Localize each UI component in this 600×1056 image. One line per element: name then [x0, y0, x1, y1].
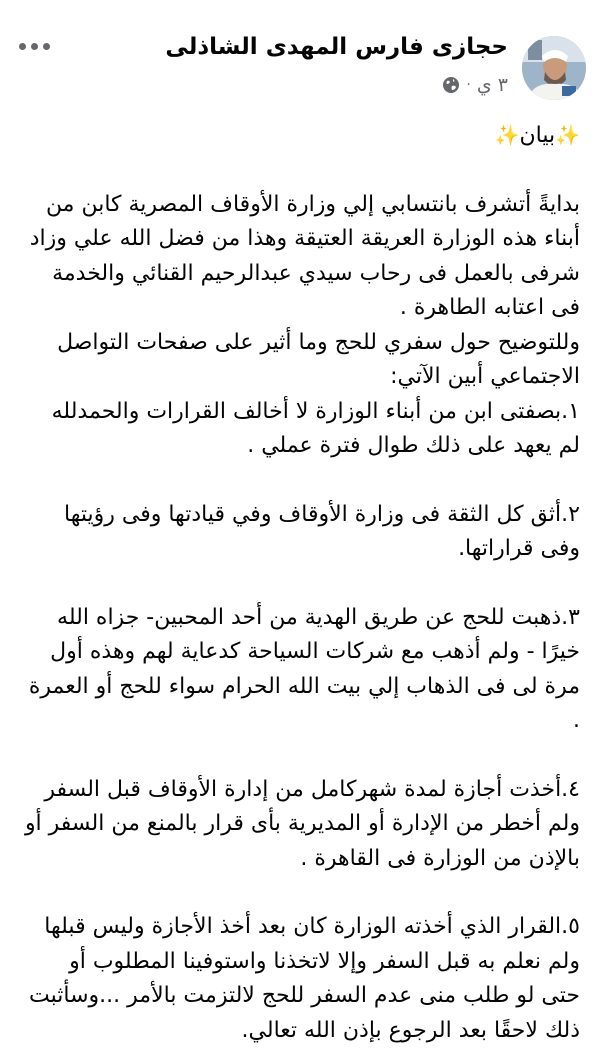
- more-dot: [31, 43, 38, 50]
- globe-icon[interactable]: [442, 76, 460, 94]
- avatar[interactable]: [522, 36, 586, 100]
- paragraph-gap: [24, 876, 580, 910]
- sparkle-icon: ✨: [494, 123, 520, 147]
- paragraph-clarification: وللتوضيح حول سفري للحج وما أثير على صفحات التواصل الاجتماعي أبين الآتي:: [57, 329, 580, 389]
- more-options-button[interactable]: [14, 34, 54, 58]
- paragraph-intro: بدايةً أتشرف بانتسابي إلي وزارة الأوقاف المصرية كابن من أبناء هذه الوزارة العريقة العتيقة وهذا من فضل الله علي وزاد شرفى بالعمل فى رحاب سيدي عبدالرحيم القنائي والخدمة فى اعتابه الطاهرة .: [29, 191, 580, 320]
- meta-separator: ·: [466, 77, 471, 93]
- author-name[interactable]: حجازى فارس المهدى الشاذلى: [165, 34, 508, 60]
- paragraph-point-2: ٢.أثق كل الثقة فى وزارة الأوقاف وفي قيادتها وفى رؤيتها وفى قراراتها.: [64, 501, 580, 561]
- post-title: [24, 118, 580, 154]
- paragraph-gap: [24, 464, 580, 498]
- post-time[interactable]: ٣ ي: [476, 74, 508, 96]
- post-meta: [442, 74, 508, 96]
- post-header: [0, 0, 600, 110]
- paragraph-point-5: ٥.القرار الذي أخذته الوزارة كان بعد أخذ الأجازة وليس قبلها ولم نعلم به قبل السفر وإلا لاتخذنا واستوفينا المطلوب أو حتى لو طلب منى عدم السفر للحج لالتزمت بالأمر ...وسأثبت ذلك لاحقًا بعد الرجوع بإذن الله تعالي.: [29, 914, 580, 1043]
- more-options-icon: [19, 43, 26, 50]
- more-dot: [43, 43, 50, 50]
- post-body: [24, 118, 580, 1048]
- paragraph-gap: [24, 567, 580, 601]
- paragraph-point-1: ١.بصفتى ابن من أبناء الوزارة لا أخالف القرارات والحمدلله لم يعهد على ذلك طوال فترة عملي .: [51, 398, 580, 458]
- paragraph-gap: [24, 739, 580, 773]
- post-title-text: بيان: [519, 123, 556, 148]
- paragraph-point-3: ٣.ذهبت للحج عن طريق الهدية من أحد المحبين- جزاه الله خيرًا - ولم أذهب مع شركات السياحة كدعاية لهم وهذه أول مرة لى فى الذهاب إلي بيت الله الحرام سواء للحج أو العمرة .: [28, 604, 580, 733]
- sparkle-icon: ✨: [555, 123, 580, 147]
- paragraph-point-4: ٤.أخذت أجازة لمدة شهركامل من إدارة الأوقاف قبل السفر ولم أخطر من الإدارة أو المديرية بأى قرار بالمنع من السفر أو بالإذن من الوزارة فى القاهرة .: [24, 776, 580, 871]
